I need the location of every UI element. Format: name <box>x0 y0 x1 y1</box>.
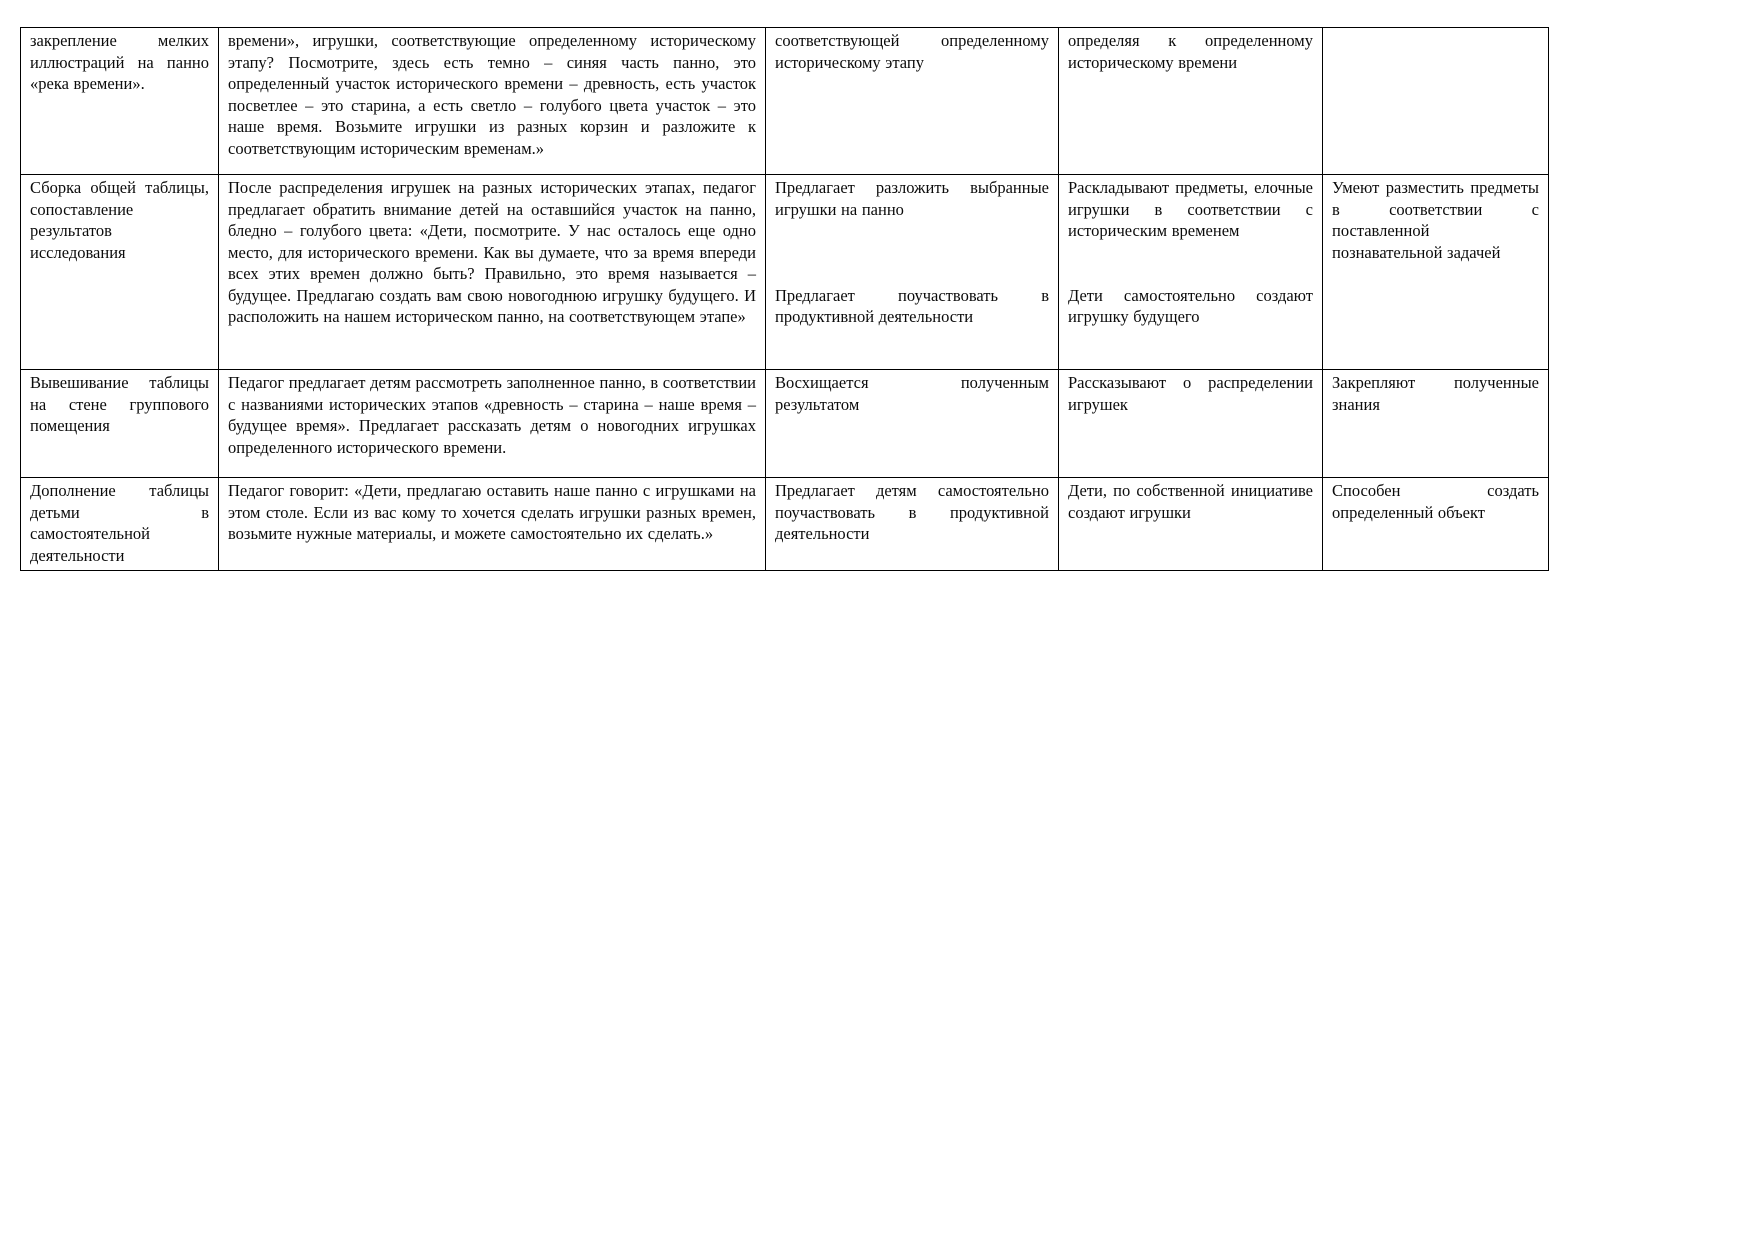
cell-paragraph: Предлагает разложить выбранные игрушки на панно <box>775 178 1049 219</box>
cell-paragraph <box>1332 30 1539 52</box>
table-cell <box>766 478 1059 571</box>
table-cell <box>1059 28 1323 175</box>
cell-paragraph: Закрепляют полученные знания <box>1332 373 1539 414</box>
cell-paragraph: Предлагает поучаствовать в продуктивной деятельности <box>775 285 1049 326</box>
table-cell <box>21 478 219 571</box>
cell-paragraph: Педагог говорит: «Дети, предлагаю оставить наше панно с игрушками на этом столе. Если из вас кому то хочется сделать игрушки разных времен, возьмите нужные материалы, и можете самостоятельно их сделать.» <box>228 481 756 543</box>
cell-paragraph <box>775 242 1049 264</box>
cell-paragraph <box>775 220 1049 242</box>
table-row <box>21 28 1549 175</box>
table-cell <box>766 28 1059 175</box>
table-cell <box>1059 370 1323 478</box>
cell-paragraph: Сборка общей таблицы, сопоставление результатов исследования <box>30 178 209 262</box>
table-cell <box>766 175 1059 370</box>
table-cell <box>21 175 219 370</box>
cell-paragraph: Педагог предлагает детям рассмотреть заполненное панно, в соответствии с названиями исторических этапов «древность – старина – наше время – будущее время». Предлагает рассказать детям о новогодних игрушках определенного исторического времени. <box>228 373 756 457</box>
cell-paragraph: Вывешивание таблицы на стене группового помещения <box>30 373 209 435</box>
cell-paragraph: времени», игрушки, соответствующие определенному историческому этапу? Посмотрите, здесь есть темно – синяя часть панно, это определенный участок исторического времени – древность, есть участок посветлее – это старина, а есть светло – голубого цвета участок – это наше время. Возьмите игрушки из разных корзин и разложите к соответствующим историческим временам.» <box>228 31 756 158</box>
cell-paragraph: Рассказывают о распределении игрушек <box>1068 373 1313 414</box>
cell-paragraph: определяя к определенному историческому времени <box>1068 31 1313 72</box>
cell-paragraph <box>1068 263 1313 285</box>
table-row <box>21 478 1549 571</box>
cell-paragraph: Предлагает детям самостоятельно поучаствовать в продуктивной деятельности <box>775 481 1049 543</box>
table-cell <box>766 370 1059 478</box>
table-body <box>21 28 1549 571</box>
table-cell <box>219 478 766 571</box>
table-row <box>21 370 1549 478</box>
table-cell <box>21 28 219 175</box>
table-cell <box>219 175 766 370</box>
cell-paragraph <box>1068 242 1313 264</box>
table-cell <box>1323 478 1549 571</box>
table-cell <box>1323 175 1549 370</box>
cell-paragraph: Умеют разместить предметы в соответствии с поставленной познавательной задачей <box>1332 178 1539 262</box>
cell-paragraph: После распределения игрушек на разных исторических этапах, педагог предлагает обратить внимание детей на оставшийся участок на панно, бледно – голубого цвета: «Дети, посмотрите. У нас осталось еще одно место, для исторического времени. Как вы думаете, что за время впереди всех этих времен должно быть? Правильно, это время называется – будущее. Предлагаю создать вам свою новогоднюю игрушку будущего. И расположить на нашем историческом панно, на соответствующем этапе» <box>228 178 756 326</box>
lesson-plan-table <box>20 27 1549 571</box>
table-cell <box>21 370 219 478</box>
table-cell <box>219 370 766 478</box>
cell-paragraph <box>775 263 1049 285</box>
cell-paragraph: Дети самостоятельно создают игрушку будущего <box>1068 285 1313 326</box>
table-cell <box>1059 175 1323 370</box>
cell-paragraph: Дети, по собственной инициативе создают игрушки <box>1068 481 1313 522</box>
table-cell <box>1323 28 1549 175</box>
table-cell <box>219 28 766 175</box>
cell-paragraph: Восхищается полученным результатом <box>775 373 1049 414</box>
cell-paragraph: Дополнение таблицы детьми в самостоятельной деятельности <box>30 481 209 565</box>
cell-paragraph: закрепление мелких иллюстраций на панно «река времени». <box>30 31 209 93</box>
cell-paragraph: соответствующей определенному историческому этапу <box>775 31 1049 72</box>
cell-paragraph: Раскладывают предметы, елочные игрушки в соответствии с историческим временем <box>1068 178 1313 240</box>
table-cell <box>1059 478 1323 571</box>
table-row <box>21 175 1549 370</box>
table-cell <box>1323 370 1549 478</box>
cell-paragraph: Способен создать определенный объект <box>1332 481 1539 522</box>
